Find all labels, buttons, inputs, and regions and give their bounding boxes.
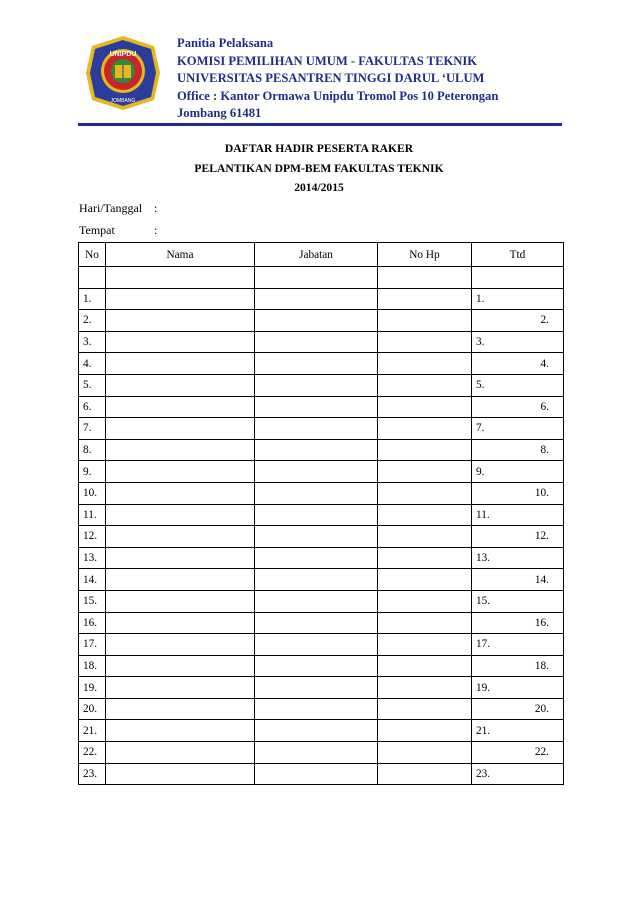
phone-cell <box>378 720 472 742</box>
signature-cell: 18. <box>472 655 564 677</box>
phone-cell <box>378 288 472 310</box>
table-row <box>79 288 564 310</box>
phone-cell <box>378 612 472 634</box>
signature-cell: 6. <box>472 396 564 418</box>
date-label: Hari/Tanggal <box>79 201 143 215</box>
signature-cell: 19. <box>472 677 564 699</box>
date-field <box>79 201 158 216</box>
name-cell <box>106 504 255 526</box>
table-row <box>79 418 564 440</box>
table-row <box>79 504 564 526</box>
table-row <box>79 763 564 785</box>
row-number: 15. <box>79 590 106 612</box>
header-line-2: KOMISI PEMILIHAN UMUM - FAKULTAS TEKNIK <box>177 53 478 68</box>
table-row <box>79 590 564 612</box>
position-cell <box>255 590 378 612</box>
logo-text-bottom: JOMBANG <box>110 98 136 104</box>
name-cell <box>106 698 255 720</box>
signature-cell: 12. <box>472 526 564 548</box>
cell <box>106 267 255 289</box>
table-row <box>79 677 564 699</box>
table-row <box>79 547 564 569</box>
name-cell <box>106 655 255 677</box>
document-title: DAFTAR HADIR PESERTA RAKER <box>224 142 414 155</box>
position-cell <box>255 763 378 785</box>
row-number: 19. <box>79 677 106 699</box>
name-cell <box>106 418 255 440</box>
table-row <box>79 698 564 720</box>
signature-cell: 17. <box>472 634 564 656</box>
name-cell <box>106 720 255 742</box>
name-cell <box>106 482 255 504</box>
phone-cell <box>378 569 472 591</box>
header-line-4: Office : Kantor Ormawa Unipdu Tromol Pos 10 Peterongan <box>177 88 499 103</box>
attendance-table <box>78 242 564 785</box>
signature-cell: 23. <box>472 763 564 785</box>
table-row <box>79 720 564 742</box>
table-row <box>79 634 564 656</box>
position-cell <box>255 634 378 656</box>
cell <box>378 267 472 289</box>
organization-header <box>177 35 498 123</box>
name-cell <box>106 288 255 310</box>
table-row <box>79 331 564 353</box>
name-cell <box>106 634 255 656</box>
row-number: 10. <box>79 482 106 504</box>
signature-cell: 15. <box>472 590 564 612</box>
signature-cell: 21. <box>472 720 564 742</box>
logo-text-top: UNIPDU <box>109 51 137 58</box>
position-cell <box>255 288 378 310</box>
phone-cell <box>378 742 472 764</box>
name-cell <box>106 677 255 699</box>
position-cell <box>255 655 378 677</box>
table-row-blank <box>79 267 564 289</box>
header-line-1: Panitia Pelaksana <box>177 36 274 50</box>
phone-cell <box>378 504 472 526</box>
header-no-hp: No Hp <box>378 243 472 267</box>
table-row <box>79 396 564 418</box>
name-cell <box>106 374 255 396</box>
table-row <box>79 655 564 677</box>
position-cell <box>255 374 378 396</box>
row-number: 7. <box>79 418 106 440</box>
table-row <box>79 569 564 591</box>
name-cell <box>106 742 255 764</box>
row-number: 18. <box>79 655 106 677</box>
position-cell <box>255 310 378 332</box>
name-cell <box>106 569 255 591</box>
phone-cell <box>378 655 472 677</box>
signature-cell: 8. <box>472 439 564 461</box>
position-cell <box>255 353 378 375</box>
header-no: No <box>79 243 106 267</box>
position-cell <box>255 720 378 742</box>
position-cell <box>255 547 378 569</box>
row-number: 4. <box>79 353 106 375</box>
phone-cell <box>378 634 472 656</box>
header-ttd: Ttd <box>472 243 564 267</box>
position-cell <box>255 331 378 353</box>
row-number: 17. <box>79 634 106 656</box>
header-divider <box>78 123 562 126</box>
cell <box>79 267 106 289</box>
place-colon: : <box>154 223 158 237</box>
document-subtitle: PELANTIKAN DPM-BEM FAKULTAS TEKNIK <box>194 162 444 175</box>
table-row <box>79 742 564 764</box>
name-cell <box>106 526 255 548</box>
signature-cell: 16. <box>472 612 564 634</box>
table-row <box>79 374 564 396</box>
name-cell <box>106 547 255 569</box>
phone-cell <box>378 590 472 612</box>
signature-cell: 14. <box>472 569 564 591</box>
row-number: 13. <box>79 547 106 569</box>
phone-cell <box>378 677 472 699</box>
name-cell <box>106 763 255 785</box>
phone-cell <box>378 482 472 504</box>
name-cell <box>106 439 255 461</box>
row-number: 1. <box>79 288 106 310</box>
phone-cell <box>378 547 472 569</box>
name-cell <box>106 590 255 612</box>
signature-cell: 10. <box>472 482 564 504</box>
name-cell <box>106 331 255 353</box>
cell <box>255 267 378 289</box>
phone-cell <box>378 396 472 418</box>
phone-cell <box>378 374 472 396</box>
row-number: 20. <box>79 698 106 720</box>
row-number: 6. <box>79 396 106 418</box>
position-cell <box>255 677 378 699</box>
position-cell <box>255 439 378 461</box>
name-cell <box>106 461 255 483</box>
position-cell <box>255 698 378 720</box>
cell <box>472 267 564 289</box>
signature-cell: 22. <box>472 742 564 764</box>
table-row <box>79 353 564 375</box>
university-logo <box>84 34 162 112</box>
row-number: 16. <box>79 612 106 634</box>
phone-cell <box>378 698 472 720</box>
signature-cell: 3. <box>472 331 564 353</box>
date-colon: : <box>154 201 158 215</box>
phone-cell <box>378 763 472 785</box>
position-cell <box>255 526 378 548</box>
signature-cell: 13. <box>472 547 564 569</box>
table-row <box>79 310 564 332</box>
header-nama: Nama <box>106 243 255 267</box>
row-number: 5. <box>79 374 106 396</box>
table-row <box>79 526 564 548</box>
row-number: 22. <box>79 742 106 764</box>
row-number: 9. <box>79 461 106 483</box>
signature-cell: 7. <box>472 418 564 440</box>
name-cell <box>106 612 255 634</box>
header-jabatan: Jabatan <box>255 243 378 267</box>
document-year: 2014/2015 <box>294 181 344 194</box>
row-number: 21. <box>79 720 106 742</box>
row-number: 23. <box>79 763 106 785</box>
position-cell <box>255 482 378 504</box>
signature-cell: 20. <box>472 698 564 720</box>
signature-cell: 11. <box>472 504 564 526</box>
row-number: 8. <box>79 439 106 461</box>
row-number: 12. <box>79 526 106 548</box>
position-cell <box>255 612 378 634</box>
header-line-5: Jombang 61481 <box>177 106 262 121</box>
position-cell <box>255 418 378 440</box>
table-row <box>79 439 564 461</box>
phone-cell <box>378 353 472 375</box>
signature-cell: 2. <box>472 310 564 332</box>
place-label: Tempat <box>79 223 115 237</box>
row-number: 11. <box>79 504 106 526</box>
signature-cell: 4. <box>472 353 564 375</box>
name-cell <box>106 353 255 375</box>
name-cell <box>106 396 255 418</box>
signature-cell: 5. <box>472 374 564 396</box>
phone-cell <box>378 418 472 440</box>
table-row <box>79 612 564 634</box>
position-cell <box>255 461 378 483</box>
signature-cell: 1. <box>472 288 564 310</box>
row-number: 14. <box>79 569 106 591</box>
table-row <box>79 461 564 483</box>
position-cell <box>255 396 378 418</box>
place-field <box>79 223 158 238</box>
row-number: 3. <box>79 331 106 353</box>
position-cell <box>255 742 378 764</box>
phone-cell <box>378 331 472 353</box>
phone-cell <box>378 526 472 548</box>
signature-cell: 9. <box>472 461 564 483</box>
phone-cell <box>378 461 472 483</box>
phone-cell <box>378 310 472 332</box>
table-header-row <box>79 243 564 267</box>
row-number: 2. <box>79 310 106 332</box>
table-row <box>79 482 564 504</box>
phone-cell <box>378 439 472 461</box>
header-line-3: UNIVERSITAS PESANTREN TINGGI DARUL ‘ULUM <box>177 71 485 86</box>
name-cell <box>106 310 255 332</box>
position-cell <box>255 504 378 526</box>
position-cell <box>255 569 378 591</box>
